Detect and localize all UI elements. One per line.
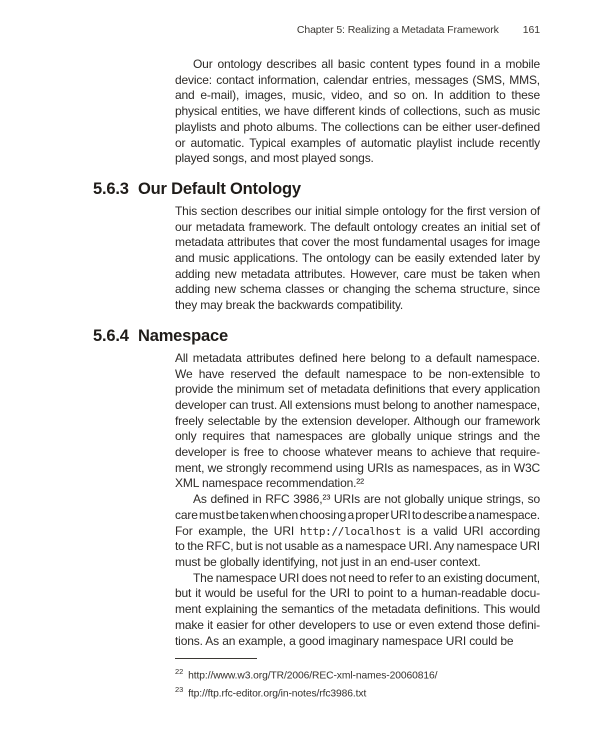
footnote — [175, 665, 540, 683]
heading-title: Our Default Ontology — [138, 179, 301, 198]
text-line: they may break the backwards compatibility. — [175, 298, 404, 313]
text-line: physical entities, we have different kinds of collections, such as music — [175, 104, 540, 119]
footnote-text: http://www.w3.org/TR/2006/REC-xml-names-20060816/ — [188, 670, 438, 682]
text-line: For example, the URI http://localhost is a valid URI according — [175, 523, 540, 538]
paragraph — [175, 571, 540, 650]
footnote-marker: 22 — [175, 667, 184, 677]
text-line: our metadata framework. The default ontology creates an initial set of — [175, 219, 540, 234]
text-line: make it easier for other developers to use or even extend those defini- — [175, 617, 540, 632]
text-line: This section describes our initial simple ontology for the first version of — [175, 203, 540, 218]
text-line: Our ontology describes all basic content types found in a mobile — [193, 57, 540, 71]
text-line: XML namespace recommendation.²² — [175, 476, 364, 491]
text-line: ment, we strongly recommend using URIs as namespaces, as in W3C — [175, 460, 540, 475]
text-line: ment explaining the semantics of the metadata definitions. This would — [175, 602, 540, 617]
paragraph — [175, 204, 540, 314]
text-line: adding new metadata attributes. However, care must be taken when — [175, 266, 540, 281]
footnote-rule — [175, 658, 257, 659]
paragraph — [175, 351, 540, 492]
text-line: developer is free to choose whatever means to achieve that require- — [175, 445, 540, 460]
text-line: must be globally identifying, not just in an end-user context. — [175, 554, 481, 569]
footnote-marker: 23 — [175, 685, 184, 695]
paragraph — [175, 57, 540, 167]
text-line: As defined in RFC 3986,²³ URIs are not globally unique strings, so — [193, 492, 540, 507]
text-line: or automatic. Typical examples of automatic playlist include recently — [175, 135, 540, 150]
text-line: We have reserved the default namespace to be non-extensible to — [175, 366, 540, 381]
paragraph — [175, 492, 540, 571]
text-line: provide the minimum set of metadata definitions that every application — [175, 382, 540, 397]
text-line: All metadata attributes defined here belong to a default namespace. — [175, 350, 540, 365]
inline-code: http://localhost — [299, 524, 402, 538]
heading-number: 5.6.4 — [93, 326, 129, 345]
running-header-chapter: Chapter 5: Realizing a Metadata Framework — [296, 24, 499, 36]
footnote-text: ftp://ftp.rfc-editor.org/in-notes/rfc3986.txt — [188, 688, 367, 700]
page-number: 161 — [522, 24, 540, 36]
text-line: only requires that namespaces are globally unique strings and the — [175, 429, 540, 444]
text-line: developer can trust. All extensions must belong to another namespace, — [175, 397, 540, 412]
text-line: device: contact information, calendar entries, messages (SMS, MMS, — [175, 72, 540, 87]
text-line: care must be taken when choosing a proper URI to describe a namespace. — [175, 507, 540, 522]
section-heading — [93, 327, 540, 346]
heading-number: 5.6.3 — [93, 179, 129, 198]
sections — [93, 57, 540, 649]
text-line: tions. As an example, a good imaginary namespace URI could be — [175, 633, 514, 648]
text-line: but it would be useful for the URI to point to a human-readable docu- — [175, 586, 540, 601]
text-line: The namespace URI does not need to refer to an existing document, — [193, 570, 540, 585]
text-line: playlists and photo albums. The collections can be either user-defined — [175, 119, 540, 134]
text-line: freely selectable by the extension developer. Although our framework — [175, 413, 540, 428]
text-line: and e-mail), images, music, video, and so on. In addition to these — [175, 88, 540, 103]
footnotes — [175, 658, 540, 701]
section-heading — [93, 180, 540, 199]
text-line: and music applications. The ontology can be easily extended later by — [175, 251, 540, 266]
text-line: adding new schema classes or changing the schema structure, since — [175, 282, 540, 297]
text-line: played songs, and most played songs. — [175, 151, 374, 166]
text-line: to the RFC, but is not usable as a namespace URI. Any namespace URI — [175, 539, 540, 554]
running-header — [0, 24, 540, 36]
footnote — [175, 683, 540, 701]
text-line: metadata attributes that cover the most fundamental usages for image — [175, 235, 540, 250]
heading-title: Namespace — [138, 326, 228, 345]
page-content — [93, 57, 540, 701]
